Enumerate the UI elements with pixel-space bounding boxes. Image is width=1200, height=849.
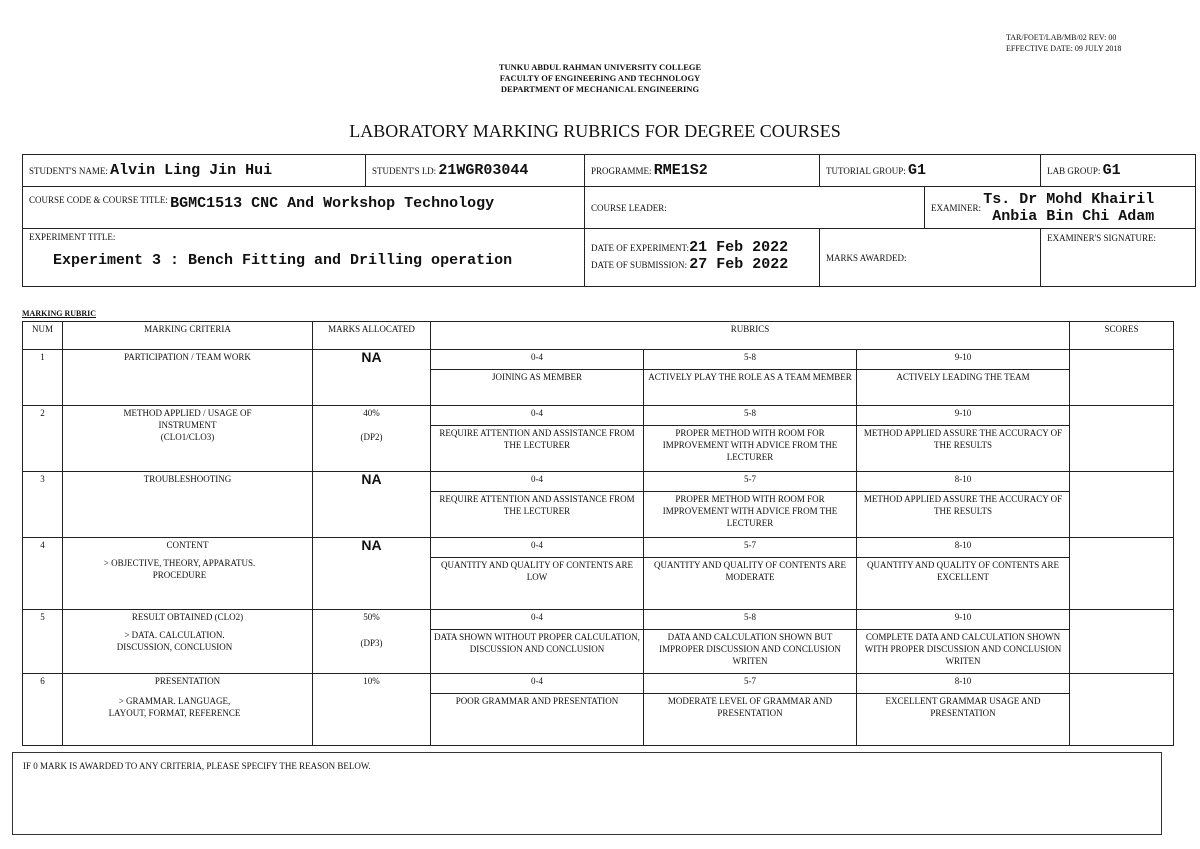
date-experiment-value: 21 Feb 2022: [689, 239, 789, 256]
zero-mark-note: IF 0 MARK IS AWARDED TO ANY CRITERIA, PLEASE SPECIFY THE REASON BELOW.: [23, 761, 371, 771]
marks-cell: [313, 350, 431, 406]
course-leader-label: COURSE LEADER:: [591, 202, 667, 213]
score-cell: [1070, 472, 1174, 538]
marks-cell: [313, 472, 431, 538]
num-header: NUM: [23, 322, 63, 350]
desc-mid: PROPER METHOD WITH ROOM FOR IMPROVEMENT WITH ADVICE FROM THE LECTURER: [644, 492, 857, 538]
range-mid: 5-8: [644, 350, 857, 370]
range-high: 9-10: [857, 350, 1070, 370]
rubric-row-3-ranges: [23, 472, 1174, 492]
score-cell: [1070, 406, 1174, 472]
desc-high: ACTIVELY LEADING THE TEAM: [857, 370, 1070, 406]
student-info-table: [22, 154, 1196, 287]
desc-high: METHOD APPLIED ASSURE THE ACCURACY OF THE RESULTS: [857, 492, 1070, 538]
rubric-header-row: [23, 322, 1174, 350]
score-cell: [1070, 674, 1174, 746]
student-id-cell: [366, 155, 585, 187]
experiment-title-cell: [23, 229, 585, 287]
criteria-cell: [63, 350, 313, 406]
row-num: 6: [23, 674, 63, 746]
course-label: COURSE CODE & COURSE TITLE:: [29, 195, 168, 205]
course-leader-cell: [585, 187, 925, 229]
range-high: 8-10: [857, 674, 1070, 694]
criteria-cell: [63, 472, 313, 538]
range-mid: 5-8: [644, 610, 857, 630]
desc-high: METHOD APPLIED ASSURE THE ACCURACY OF THE RESULTS: [857, 426, 1070, 472]
criteria-subtitle: > DATA. CALCULATION. DISCUSSION, CONCLUSION: [116, 630, 233, 652]
marks-header: MARKS ALLOCATED: [313, 322, 431, 350]
marks-cell: [313, 538, 431, 610]
programme-label: PROGRAMME:: [591, 166, 652, 176]
criteria-title: PRESENTATION: [154, 676, 221, 686]
criteria-subtitle: > GRAMMAR. LANGUAGE, LAYOUT, FORMAT, REFERENCE: [108, 696, 241, 718]
document-code: [1006, 32, 1121, 54]
criteria-title: METHOD APPLIED / USAGE OF INSTRUMENT: [123, 408, 252, 430]
date-submission-value: 27 Feb 2022: [689, 256, 789, 273]
criteria-subtitle: (CLO1/CLO3): [160, 432, 215, 442]
marks-cell: [313, 406, 431, 472]
marks-subtitle: (DP2): [360, 432, 383, 442]
range-mid: 5-8: [644, 406, 857, 426]
desc-mid: MODERATE LEVEL OF GRAMMAR AND PRESENTATION: [644, 694, 857, 746]
date-submission-label: DATE OF SUBMISSION:: [591, 260, 688, 270]
range-high: 8-10: [857, 538, 1070, 558]
examiner-value: [983, 191, 1154, 225]
rubric-row-6-ranges: [23, 674, 1174, 694]
examiner-name-line2: Anbia Bin Chi Adam: [992, 207, 1155, 225]
marks-subtitle: (DP3): [360, 638, 383, 648]
tutorial-group-cell: [820, 155, 1041, 187]
range-high: 9-10: [857, 406, 1070, 426]
marks-value: NA: [361, 471, 382, 487]
rubric-row-2-ranges: [23, 406, 1174, 426]
lab-group-value: G1: [1102, 162, 1121, 179]
doc-code-line: TAR/FOET/LAB/MB/02 REV: 00: [1006, 33, 1117, 42]
course-cell: [23, 187, 585, 229]
criteria-cell: [63, 538, 313, 610]
row-num: 4: [23, 538, 63, 610]
dates-cell: [585, 229, 820, 287]
course-value: BGMC1513 CNC And Workshop Technology: [170, 195, 495, 212]
student-name-value: Alvin Ling Jin Hui: [110, 162, 273, 179]
experiment-title-label: EXPERIMENT TITLE:: [29, 232, 116, 242]
range-mid: 5-7: [644, 538, 857, 558]
score-cell: [1070, 610, 1174, 674]
desc-mid: ACTIVELY PLAY THE ROLE AS A TEAM MEMBER: [644, 370, 857, 406]
effective-date: EFFECTIVE DATE: 09 JULY 2018: [1006, 44, 1122, 53]
range-high: 8-10: [857, 472, 1070, 492]
desc-mid: QUANTITY AND QUALITY OF CONTENTS ARE MODERATE: [644, 558, 857, 610]
zero-mark-reason-box[interactable]: [12, 752, 1162, 835]
examiner-label: EXAMINER:: [930, 202, 981, 213]
marks-value: 40%: [363, 408, 380, 418]
criteria-title: PARTICIPATION / TEAM WORK: [124, 352, 251, 362]
marks-cell: [313, 674, 431, 746]
lab-group-label: LAB GROUP:: [1047, 166, 1101, 176]
desc-high: EXCELLENT GRAMMAR USAGE AND PRESENTATION: [857, 694, 1070, 746]
score-cell: [1070, 538, 1174, 610]
tutorial-group-value: G1: [908, 162, 927, 179]
range-low: 0-4: [431, 472, 644, 492]
examiner-signature-cell: [1041, 229, 1196, 287]
row-num: 2: [23, 406, 63, 472]
range-high: 9-10: [857, 610, 1070, 630]
student-name-cell: [23, 155, 366, 187]
criteria-cell: [63, 406, 313, 472]
rubric-row-5-ranges: [23, 610, 1174, 630]
criteria-title: CONTENT: [166, 540, 209, 550]
rubric-row-1-ranges: [23, 350, 1174, 370]
date-submission-row: [591, 256, 813, 273]
department-name: DEPARTMENT OF MECHANICAL ENGINEERING: [500, 84, 700, 94]
desc-high: COMPLETE DATA AND CALCULATION SHOWN WITH PROPER DISCUSSION AND CONCLUSION WRITEN: [857, 630, 1070, 674]
row-num: 3: [23, 472, 63, 538]
examiner-signature-label: EXAMINER'S SIGNATURE:: [1047, 233, 1157, 243]
tutorial-group-label: TUTORIAL GROUP:: [826, 166, 906, 176]
criteria-cell: [63, 674, 313, 746]
desc-high: QUANTITY AND QUALITY OF CONTENTS ARE EXCELLENT: [857, 558, 1070, 610]
student-name-label: STUDENT'S NAME:: [29, 166, 108, 176]
criteria-cell: [63, 610, 313, 674]
experiment-title-value: Experiment 3 : Bench Fitting and Drilling operation: [53, 252, 513, 269]
desc-low: POOR GRAMMAR AND PRESENTATION: [431, 694, 644, 746]
date-experiment-row: [591, 239, 813, 256]
institution-block: [0, 62, 1200, 95]
desc-mid: DATA AND CALCULATION SHOWN BUT IMPROPER DISCUSSION AND CONCLUSION WRITEN: [644, 630, 857, 674]
score-cell: [1070, 350, 1174, 406]
marks-value: NA: [361, 349, 382, 365]
marks-value: 10%: [363, 676, 380, 686]
desc-low: DATA SHOWN WITHOUT PROPER CALCULATION, DISCUSSION AND CONCLUSION: [431, 630, 644, 674]
page-title: LABORATORY MARKING RUBRICS FOR DEGREE COURSES: [349, 121, 841, 141]
row-num: 5: [23, 610, 63, 674]
marks-cell: [313, 610, 431, 674]
desc-low: REQUIRE ATTENTION AND ASSISTANCE FROM THE LECTURER: [431, 492, 644, 538]
desc-low: JOINING AS MEMBER: [431, 370, 644, 406]
desc-mid: PROPER METHOD WITH ROOM FOR IMPROVEMENT WITH ADVICE FROM THE LECTURER: [644, 426, 857, 472]
faculty-name: FACULTY OF ENGINEERING AND TECHNOLOGY: [499, 73, 701, 83]
examiner-cell: [924, 187, 1195, 229]
range-low: 0-4: [431, 406, 644, 426]
range-mid: 5-7: [644, 472, 857, 492]
programme-cell: [585, 155, 820, 187]
range-low: 0-4: [431, 674, 644, 694]
criteria-title: RESULT OBTAINED (CLO2): [131, 612, 244, 622]
rubrics-header: RUBRICS: [431, 322, 1070, 350]
range-low: 0-4: [431, 610, 644, 630]
rubric-row-4-ranges: [23, 538, 1174, 558]
range-mid: 5-7: [644, 674, 857, 694]
student-id-value: 21WGR03044: [438, 162, 529, 179]
row-num: 1: [23, 350, 63, 406]
marks-value: NA: [361, 537, 382, 553]
marks-awarded-label: MARKS AWARDED:: [826, 252, 907, 263]
criteria-header: MARKING CRITERIA: [63, 322, 313, 350]
lab-group-cell: [1041, 155, 1196, 187]
criteria-subtitle: > OBJECTIVE, THEORY, APPARATUS. PROCEDURE: [103, 558, 256, 580]
desc-low: QUANTITY AND QUALITY OF CONTENTS ARE LOW: [431, 558, 644, 610]
date-experiment-label: DATE OF EXPERIMENT:: [591, 243, 690, 253]
rubric-section-label: MARKING RUBRIC: [22, 309, 96, 318]
marks-awarded-cell: [820, 229, 1041, 287]
institution-name: TUNKU ABDUL RAHMAN UNIVERSITY COLLEGE: [498, 62, 702, 72]
marks-value: 50%: [363, 612, 380, 622]
programme-value: RME1S2: [653, 162, 708, 179]
desc-low: REQUIRE ATTENTION AND ASSISTANCE FROM THE LECTURER: [431, 426, 644, 472]
examiner-name-line1: Ts. Dr Mohd Khairil: [983, 190, 1155, 208]
marking-rubric-table: [22, 321, 1174, 746]
scores-header: SCORES: [1070, 322, 1174, 350]
range-low: 0-4: [431, 350, 644, 370]
range-low: 0-4: [431, 538, 644, 558]
criteria-title: TROUBLESHOOTING: [143, 474, 232, 484]
student-id-label: STUDENT'S I.D:: [372, 166, 437, 176]
